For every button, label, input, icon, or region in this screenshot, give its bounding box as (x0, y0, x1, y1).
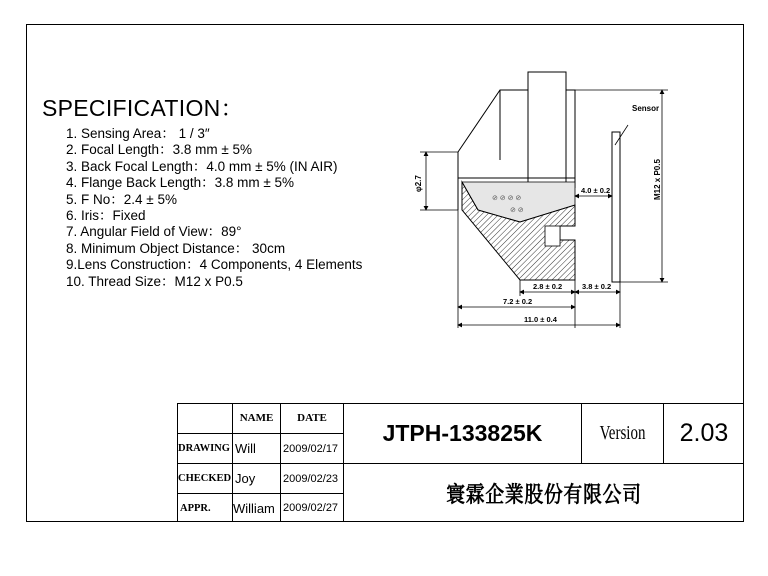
sensor-label: Sensor (632, 104, 660, 113)
checked-date: 2009/02/23 (283, 472, 339, 485)
row-label-drawing: DRAWING (178, 443, 230, 454)
spec-item: 6. Iris：Fixed (66, 208, 146, 224)
svg-text:⊘ ⊘ ⊘ ⊘: ⊘ ⊘ ⊘ ⊘ (492, 195, 522, 202)
spec-item: 1. Sensing Area： 1 / 3″ (66, 126, 210, 141)
title-block (177, 403, 744, 522)
lens-cross-section-drawing (405, 62, 685, 337)
spec-item: 8. Minimum Object Distance： 30cm (66, 240, 286, 256)
row-label-approved: APPR. (180, 502, 211, 514)
dim-11-0-label: 11.0 ± 0.4 (524, 315, 557, 324)
specification-title: SPECIFICATION： (42, 95, 244, 121)
thread-label: M12 x P0.5 (653, 159, 662, 200)
dim-3-8-label: 3.8 ± 0.2 (582, 282, 612, 291)
drawing-date: 2009/02/17 (283, 442, 339, 455)
header-name: NAME (239, 412, 274, 424)
sensor-plate (612, 125, 628, 282)
mount-gap (545, 226, 560, 246)
spec-item: 10. Thread Size：M12 x P0.5 (66, 273, 243, 289)
specification-list (66, 126, 362, 290)
spec-item: 9.Lens Construction：4 Components, 4 Elements (66, 257, 363, 273)
row-label-checked: CHECKED (178, 473, 232, 484)
spec-item: 2. Focal Length：3.8 mm ± 5% (66, 142, 252, 158)
dim-4-0-label: 4.0 ± 0.2 (581, 186, 611, 195)
diameter-dimension (420, 152, 458, 210)
header-date: DATE (297, 412, 327, 424)
drawing-name: Will (235, 441, 256, 456)
checked-name: Joy (235, 471, 256, 486)
spec-item: 5. F No：2.4 ± 5% (66, 191, 177, 207)
spec-item: 3. Back Focal Length：4.0 mm ± 5% (IN AIR) (66, 158, 338, 174)
company-name: 寰霖企業股份有限公司 (446, 481, 642, 507)
diameter-label: φ2.7 (414, 175, 423, 192)
svg-text:⊘ ⊘: ⊘ ⊘ (510, 207, 524, 214)
document-number: JTPH-133825K (382, 419, 543, 446)
spec-item: 7. Angular Field of View：89° (66, 224, 242, 240)
version-label-cell (582, 403, 663, 463)
dim-7-2-label: 7.2 ± 0.2 (503, 297, 533, 306)
version-label: Version (599, 421, 646, 444)
version-number: 2.03 (679, 418, 729, 447)
approved-name: William (233, 500, 275, 516)
dim-2-8-label: 2.8 ± 0.2 (533, 282, 563, 291)
approved-date: 2009/02/27 (283, 502, 339, 514)
spec-item: 4. Flange Back Length：3.8 mm ± 5% (66, 175, 295, 191)
company-name-cell (344, 464, 744, 522)
